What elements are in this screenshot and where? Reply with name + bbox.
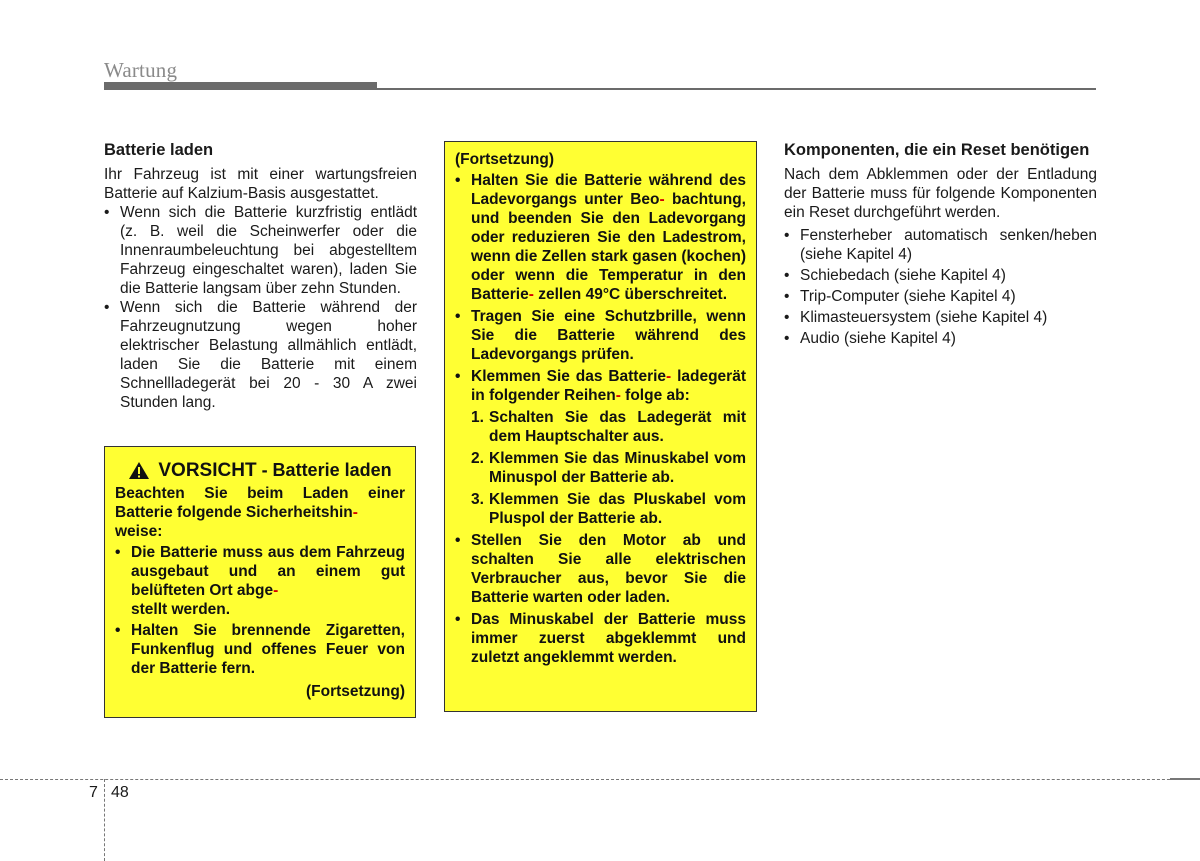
header-rule-thick [104,82,377,90]
list-item: • Wenn sich die Batterie kurzfristig entlädt (z. B. weil die Scheinwerfer oder die Innenraumbeleuchtung bei abgestelltem Fahrzeug eingeschaltet waren), laden Sie die Batterie langsam über zehn Stunden. [104,203,417,298]
battery-charging-heading: Batterie laden [104,141,214,159]
reset-components-heading: Komponenten, die ein Reset benötigen [784,141,1090,159]
caution-continued-list [455,171,746,405]
disconnect-steps [455,408,746,528]
caution-subject: - Batterie laden [256,460,392,480]
list-item: • Schiebedach (siehe Kapitel 4) [784,266,1097,285]
warning-triangle-icon [128,461,150,480]
list-item: • Audio (siehe Kapitel 4) [784,329,1097,348]
list-item: • Tragen Sie eine Schutzbrille, wenn Sie die Batterie während des Ladevorgangs prüfen. [455,307,746,364]
continued-label: (Fortsetzung) [305,683,405,700]
reset-components-column [784,140,1097,350]
list-item: • Klemmen Sie das Batterie- ladegerät in folgender Reihen- folge ab: [455,367,746,405]
list-item: • Halten Sie die Batterie während des Ladevorgangs unter Beo- bachtung, und beenden Sie den Ladevorgang oder reduzieren Sie den Ladestrom, wenn die Zellen stark gasen (kochen) oder wenn die Temperatur in den Batterie- zellen 49°C überschreitet. [455,171,746,304]
footer-rule-end [1170,778,1200,780]
caution-list [115,543,405,678]
caution-continued-list-2 [455,531,746,667]
list-item: • Klimasteuersystem (siehe Kapitel 4) [784,308,1097,327]
list-item: • Fensterheber automatisch senken/heben (siehe Kapitel 4) [784,226,1097,264]
battery-charging-column [104,140,417,412]
caution-title [115,461,405,480]
list-item: • Halten Sie brennende Zigaretten, Funkenflug und offenes Feuer von der Batterie fern. [115,621,405,678]
caution-intro: Beachten Sie beim Laden einer Batterie folgende Sicherheitshin- weise: [115,485,405,540]
reset-components-list [784,226,1097,348]
caution-word: VORSICHT [158,460,257,481]
caution-box [104,446,416,718]
chapter-number: 7 [89,784,98,801]
step-item: 3. Klemmen Sie das Pluskabel vom Pluspol der Batterie ab. [471,491,746,527]
header-rule-thin [377,88,1096,90]
page-number: 48 [111,784,129,801]
list-item: • Wenn sich die Batterie während der Fahrzeugnutzung wegen hoher elektrischer Belastung allmählich entlädt, laden Sie die Batterie mit einem Schnellladegerät bei 20 - 30 A zwei Stunden lang. [104,298,417,412]
step-item: 1. Schalten Sie das Ladegerät mit dem Hauptschalter aus. [471,409,746,445]
battery-intro-paragraph: Ihr Fahrzeug ist mit einer wartungsfreien Batterie auf Kalzium-Basis ausgestattet. [104,166,417,202]
list-item: • Stellen Sie den Motor ab und schalten Sie alle elektrischen Verbraucher aus, bevor Sie die Batterie warten oder laden. [455,531,746,607]
reset-intro-paragraph: Nach dem Abklemmen oder der Entladung der Batterie muss für folgende Komponenten ein Reset durchgeführt werden. [784,166,1097,221]
footer-dashed-divider [104,779,105,861]
caution-box-continued [444,141,757,712]
section-title: Wartung [104,58,178,82]
list-item: • Trip-Computer (siehe Kapitel 4) [784,287,1097,306]
continued-label: (Fortsetzung) [455,151,555,168]
battery-charging-list [104,203,417,412]
list-item: • Das Minuskabel der Batterie muss immer zuerst abgeklemmt und zuletzt angeklemmt werden. [455,610,746,667]
footer-dashed-rule [0,779,1200,780]
step-item: 2. Klemmen Sie das Minuskabel vom Minuspol der Batterie ab. [471,450,746,486]
list-item: • Die Batterie muss aus dem Fahrzeug ausgebaut und an einem gut belüfteten Ort abge- stellt werden. [115,543,405,619]
